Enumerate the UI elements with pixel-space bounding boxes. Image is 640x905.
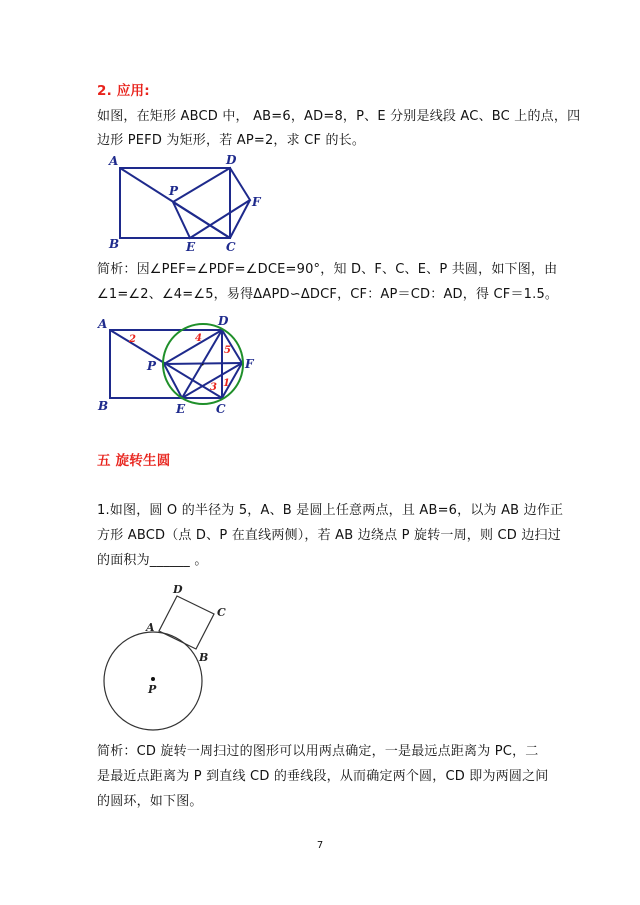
- circle-center-dot: ·: [201, 360, 205, 371]
- label-a: A: [98, 317, 108, 331]
- label-b: B: [199, 651, 209, 664]
- label-c: C: [217, 606, 226, 619]
- angle-label-4: 4: [195, 333, 202, 344]
- page-number: 7: [316, 840, 324, 851]
- label-b: B: [109, 237, 120, 251]
- problem-1-text-line-3: 的面积为______ 。: [97, 553, 208, 568]
- problem-2-text-line-2: 边形 PEFD 为矩形，若 AP=2，求 CF 的长。: [97, 133, 366, 148]
- label-p: P: [148, 683, 157, 696]
- label-d: D: [226, 153, 237, 167]
- problem-1-text-line-2: 方形 ABCD（点 D、P 在直线两侧），若 AB 边绕点 P 旋转一周，则 CD 边扫过: [97, 528, 561, 543]
- label-b: B: [98, 399, 109, 413]
- angle-label-3: 3: [210, 382, 217, 393]
- cyclic-circle-figure-2: [92, 312, 267, 422]
- analysis-1-line-2: 是最近点距离为 P 到直线 CD 的垂线段，从而确定两个圆，CD 即为两圆之间: [97, 769, 549, 784]
- analysis-1-line-3: 的圆环，如下图。: [97, 794, 203, 809]
- label-d: D: [218, 314, 229, 328]
- label-p: P: [147, 359, 157, 373]
- section-heading-application: 2. 应用:: [97, 83, 150, 99]
- label-e: E: [176, 402, 186, 416]
- label-d: D: [173, 583, 183, 596]
- analysis-2-line-1: 简析：因∠PEF=∠PDF=∠DCE=90°，知 D、F、C、E、P 共圆，如下图，由: [97, 262, 558, 277]
- analysis-2-line-2: ∠1=∠2、∠4=∠5，易得ΔAPD∽ΔDCF，CF：AP＝CD：AD，得 CF＝1.5。: [97, 287, 559, 302]
- rectangle-pefd: [173, 168, 250, 238]
- rectangle-figure-1: [100, 150, 270, 255]
- label-f: F: [245, 357, 254, 371]
- section-heading-rotation-circle: 五 旋转生圆: [97, 453, 171, 469]
- label-e: E: [186, 240, 196, 254]
- label-p: P: [169, 184, 179, 198]
- label-a: A: [146, 621, 155, 634]
- angle-label-1: 1: [223, 378, 230, 389]
- center-point-p: [151, 677, 155, 681]
- label-c: C: [216, 402, 226, 416]
- angle-label-2: 2: [129, 334, 136, 345]
- label-f: F: [252, 195, 261, 209]
- label-a: A: [109, 154, 119, 168]
- square-abcd: [159, 596, 214, 649]
- label-c: C: [226, 240, 236, 254]
- rotation-circle-figure: [100, 578, 245, 733]
- problem-2-text-line-1: 如图，在矩形 ABCD 中， AB=6，AD=8，P、E 分别是线段 AC、BC 上的点，四: [97, 109, 581, 124]
- analysis-1-line-1: 简析：CD 旋转一周扫过的图形可以用两点确定，一是最远点距离为 PC，二: [97, 744, 539, 759]
- problem-1-text-line-1: 1.如图，圆 O 的半径为 5，A、B 是圆上任意两点，且 AB=6，以为 AB 边作正: [97, 503, 564, 518]
- angle-label-5: 5: [224, 345, 231, 356]
